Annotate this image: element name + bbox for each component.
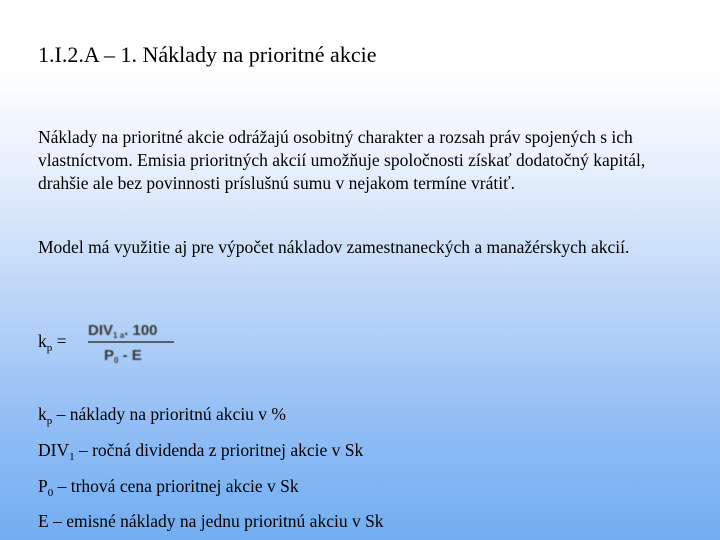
formula-numerator-rest: . 100 (124, 322, 158, 339)
formula-lhs-subscript: p (46, 342, 53, 354)
definition-e (38, 511, 384, 534)
formula-denominator-rest: - E (118, 347, 142, 364)
definition-subscript: p (46, 415, 53, 427)
definition-text: – ročná dividenda z prioritnej akcie v Sk (74, 440, 364, 460)
definition-kp (38, 404, 286, 427)
formula-lhs (38, 331, 67, 354)
definition-text: – emisné náklady na jednu prioritnú akciu v Sk (48, 511, 384, 531)
definition-subscript: 0 (47, 487, 54, 499)
formula-denominator-sub: 0 (114, 356, 119, 365)
definition-subscript: 1 (69, 451, 75, 463)
svg-text:DIV1 a. 100 (88, 322, 158, 340)
formula-fraction-image (86, 318, 178, 366)
definition-p0 (38, 476, 299, 499)
formula-numerator-main: DIV (88, 322, 114, 339)
paragraph-intro: Náklady na prioritné akcie odrážajú osobitný charakter a rozsah práv spojených s ich vlastníctvom. Emisia prioritných akcií umožňuje spoločnosti získať dodatočný kapitál, drahšie ale bez povinnosti príslušnú sumu v nejakom termíne vrátiť. (38, 127, 646, 193)
svg-text:P0 - E (104, 347, 142, 365)
definition-text: – náklady na prioritnú akciu v % (52, 404, 287, 424)
formula-numerator-sub: 1 a (113, 331, 125, 340)
formula-denominator-main: P (104, 347, 115, 364)
definition-symbol: k (38, 404, 47, 424)
definition-symbol: DIV (38, 440, 70, 460)
formula-lhs-symbol: k (38, 331, 47, 351)
paragraph-model-usage: Model má využitie aj pre výpočet nákladov zamestnaneckých a manažérskych akcií. (38, 237, 630, 257)
definition-symbol: E (38, 511, 49, 531)
definition-text: – trhová cena prioritnej akcie v Sk (53, 476, 299, 496)
slide-title: 1.I.2.A – 1. Náklady na prioritné akcie (38, 42, 377, 67)
definition-div1 (38, 440, 363, 463)
formula-equals: = (52, 331, 67, 351)
definition-symbol: P (38, 476, 48, 496)
